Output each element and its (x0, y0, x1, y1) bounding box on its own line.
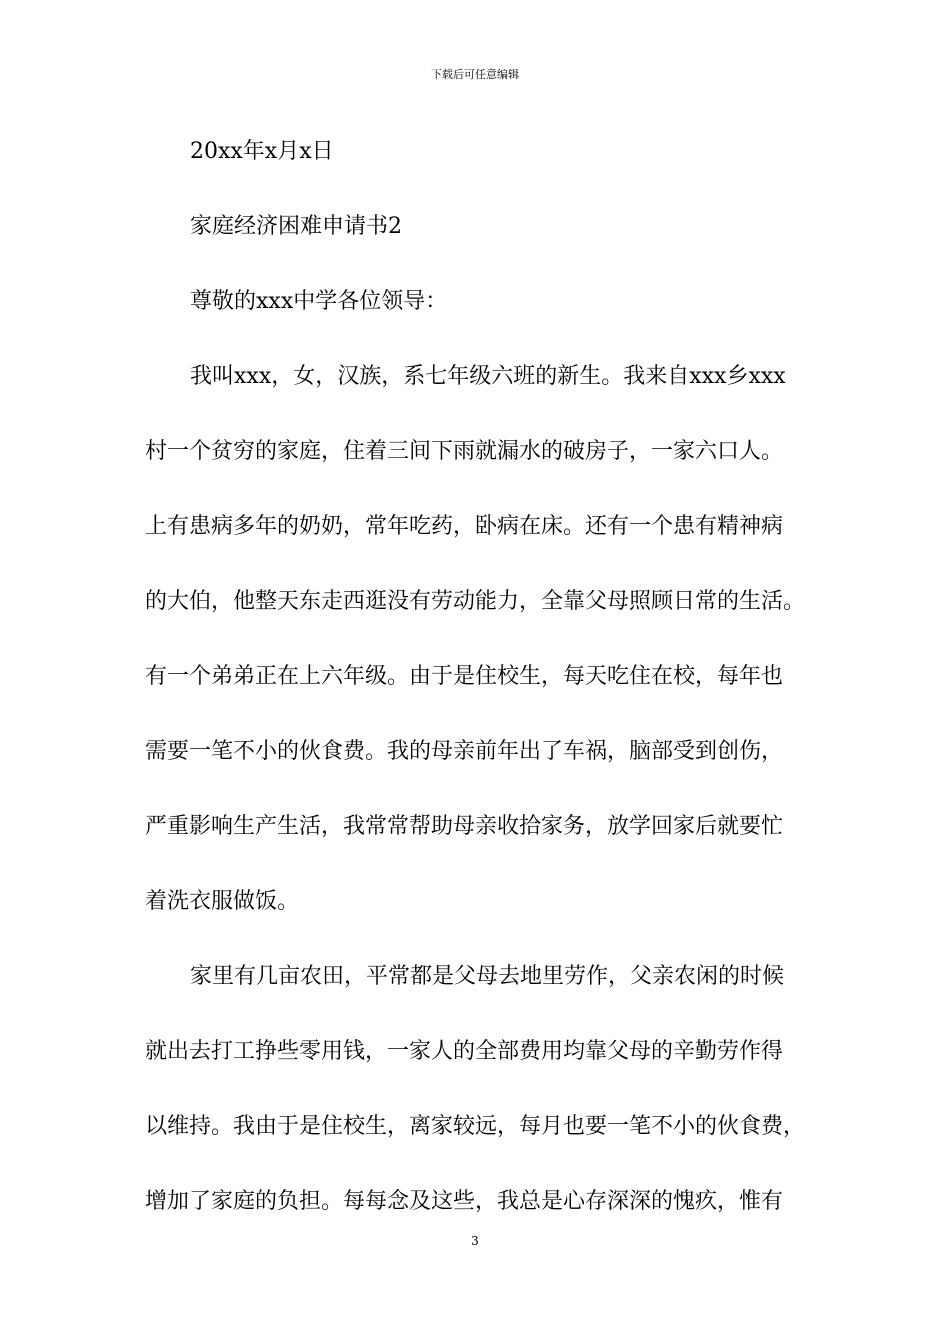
header-note: 下载后可任意编辑 (431, 68, 519, 81)
paragraph-1-line-8: 着洗衣服做饭。 (145, 889, 300, 914)
page-number: 3 (471, 1234, 479, 1248)
paragraph-1-line-6: 需要一笔不小的伙食费。我的母亲前年出了车祸，脑部受到创伤， (145, 739, 784, 764)
paragraph-2-line-1: 家里有几亩农田，平常都是父母去地里劳作，父亲农闲的时候 (190, 964, 785, 989)
paragraph-1-line-4: 的大伯，他整天东走西逛没有劳动能力，全靠父母照顾日常的生活。 (145, 589, 806, 614)
paragraph-2-line-2: 就出去打工挣些零用钱，一家人的全部费用均靠父母的辛勤劳作得 (145, 1039, 784, 1064)
paragraph-2-line-3: 以维持。我由于是住校生，离家较远，每月也要一笔不小的伙食费， (145, 1114, 806, 1139)
salutation: 尊敬的xxx中学各位领导： (190, 289, 448, 314)
document-title: 家庭经济困难申请书2 (190, 214, 402, 239)
paragraph-1-line-2: 村一个贫穷的家庭，住着三间下雨就漏水的破房子，一家六口人。 (145, 439, 784, 464)
paragraph-1-line-5: 有一个弟弟正在上六年级。由于是住校生，每天吃住在校，每年也 (145, 664, 784, 689)
paragraph-1-line-7: 严重影响生产生活，我常常帮助母亲收拾家务，放学回家后就要忙 (145, 814, 784, 839)
date-line: 20xx年x月x日 (190, 139, 334, 164)
paragraph-1-line-3: 上有患病多年的奶奶，常年吃药，卧病在床。还有一个患有精神病 (145, 514, 784, 539)
paragraph-2-line-4: 增加了家庭的负担。每每念及这些，我总是心存深深的愧疚，惟有 (145, 1189, 784, 1214)
paragraph-1-line-1: 我叫xxx，女，汉族，系七年级六班的新生。我来自xxx乡xxx (190, 364, 786, 389)
